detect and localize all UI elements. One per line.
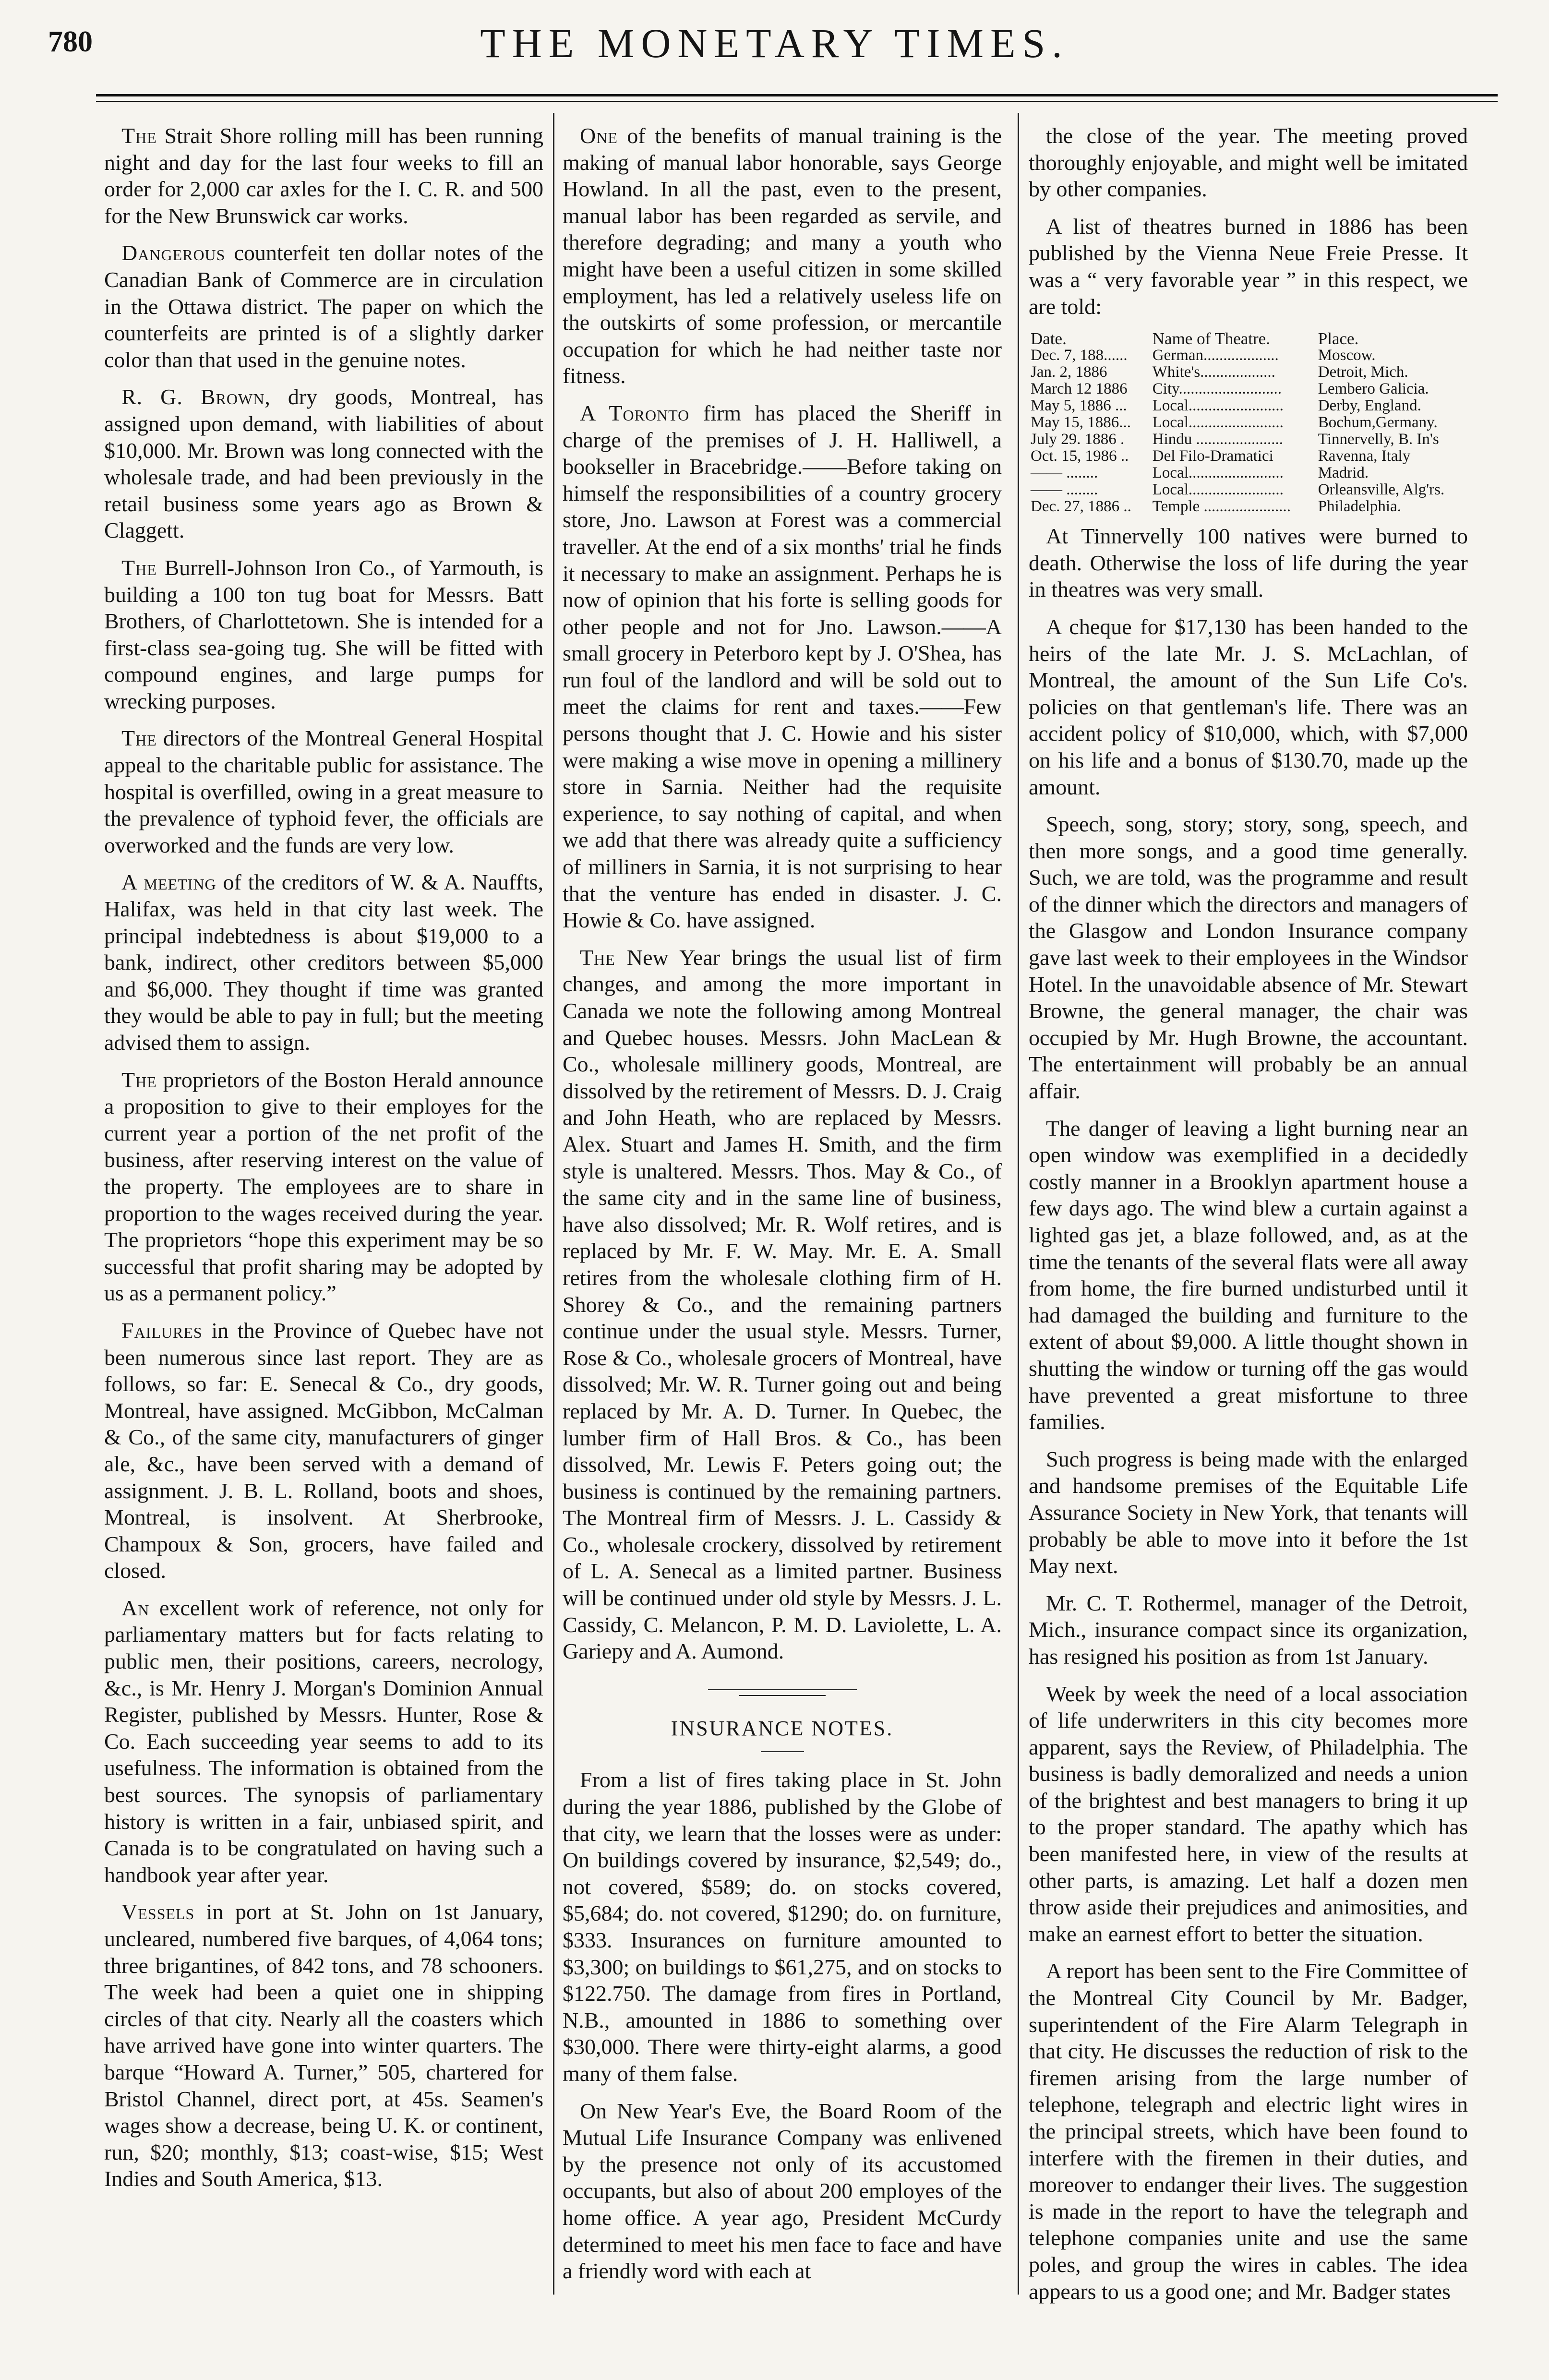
paragraph-lead: A meeting — [121, 870, 216, 895]
article-paragraph — [104, 725, 543, 858]
table-cell: Detroit, Mich. — [1318, 363, 1408, 381]
section-separator — [739, 1695, 826, 1696]
column-divider — [1018, 113, 1019, 2295]
table-cell: Lembero Galicia. — [1318, 380, 1429, 398]
table-cell: Local........................ — [1152, 464, 1284, 482]
paragraph-text: excellent work of reference, not only for parliamentary matters but for facts relating to public men, their positions, careers, necrology, &c., is Mr. Henry J. Morgan's Dominion Annual Register, published by Messrs. Hunter, Rose & Co. Each succeeding year seems to add to its usefulness. The information is obtained from the best sources. The synopsis of parliamentary history is written in a fair, unbiased spirit, and Canada is to be congratulated on having such a handbook year after year. — [104, 1595, 543, 1887]
paragraph-text: Speech, song, story; story, song, speech, and then more songs, and a good time generally. Such, we are told, was the programme and result of the dinner which the directors and managers of the Glasgow and London Insurance company gave last week to their employees in the Windsor Hotel. In the unavoidable absence of Mr. Stewart Browne, the general manager, the chair was occupied by Mr. Hugh Browne, the accountant. The entertainment will probably be an annual affair. — [1029, 812, 1468, 1104]
article-paragraph — [104, 869, 543, 1056]
table-cell: Philadelphia. — [1318, 498, 1401, 516]
paragraph-text: proprietors of the Boston Herald announce a proposition to give to their employes for the current year a portion of the net profit of the business, after reserving interest on the value of the property. The employees are to share in proportion to the wages received during the year. The proprietors “hope this experiment may be so successful that profit sharing may be adopted by us as a permanent policy.” — [104, 1067, 543, 1306]
table-cell: Orleansville, Alg'rs. — [1318, 481, 1445, 499]
table-header-row — [1029, 330, 1468, 347]
theatres-table — [1029, 330, 1468, 515]
heading-underline — [761, 1751, 804, 1752]
paragraph-text: of the benefits of manual training is the making of manual labor honorable, says George Howland. In all the past, even to the present, manual labor has been regarded as servile, and therefore degrading; and many a youth who might have been a useful citizen in some skilled employment, has led a relatively useless life on the outskirts of some profession, or mercantile occupation for which he had neither taste nor fitness. — [563, 123, 1002, 388]
paragraph-text: Strait Shore rolling mill has been running night and day for the last four weeks to fill an order for 2,000 car axles for the I. C. R. and 500 for the New Brunswick car works. — [104, 123, 543, 228]
article-paragraph — [1029, 811, 1468, 1105]
table-cell: May 5, 1886 ... — [1031, 397, 1127, 415]
table-cell: Madrid. — [1318, 464, 1369, 482]
table-cell: Local........................ — [1152, 414, 1284, 432]
article-paragraph — [104, 1317, 543, 1584]
table-cell: German................... — [1152, 347, 1279, 364]
table-row — [1029, 381, 1468, 397]
article-paragraph — [1029, 1115, 1468, 1435]
paragraph-lead: The — [121, 1067, 157, 1092]
column-2 — [563, 122, 1002, 2295]
table-cell: —— ........ — [1031, 481, 1098, 499]
table-cell: Dec. 7, 188...... — [1031, 347, 1128, 364]
paragraph-lead: The — [121, 123, 157, 148]
table-cell: Jan. 2, 1886 — [1031, 363, 1107, 381]
table-cell: Moscow. — [1318, 347, 1376, 364]
section-heading-insurance-notes: INSURANCE NOTES. — [671, 1716, 894, 1740]
section-separator — [708, 1689, 857, 1690]
paragraph-lead: Vessels — [121, 1899, 195, 1924]
paragraph-text: At Tinnervelly 100 natives were burned to death. Otherwise the loss of life during the year in theatres was very small. — [1029, 524, 1468, 602]
paragraph-text: in the Province of Quebec have not been numerous since last report. They are as follows, so far: E. Senecal & Co., dry goods, Montreal, have assigned. McGibbon, McCalman & Co., of the same city, manufacturers of ginger ale, &c., have been served with a demand of assignment. J. B. L. Rolland, boots and shoes, Montreal, is insolvent. At Sherbrooke, Champoux & Son, grocers, have failed and closed. — [104, 1318, 543, 1583]
masthead-title: THE MONETARY TIMES. — [480, 20, 1069, 66]
article-paragraph — [1029, 613, 1468, 800]
column-header-date: Date. — [1031, 329, 1067, 349]
paragraph-lead: Failures — [121, 1318, 203, 1343]
article-paragraph — [1029, 122, 1468, 203]
column-3 — [1029, 122, 1468, 2315]
paragraph-text: dry goods, Montreal, has assigned upon demand, with liabilities of about $10,000. Mr. Brown was long connected with the wholesale trade, and had been previously in the retail business some years ago as Brown & Claggett. — [104, 385, 543, 543]
paragraph-text: the close of the year. The meeting proved thoroughly enjoyable, and might well be imitated by other companies. — [1029, 123, 1468, 202]
table-cell: March 12 1886 — [1031, 380, 1128, 398]
column-divider — [553, 113, 554, 2295]
table-cell: May 15, 1886... — [1031, 414, 1131, 432]
article-paragraph — [563, 400, 1002, 934]
paragraph-text: Such progress is being made with the enlarged and handsome premises of the Equitable Life Assurance Society in New York, that tenants will probably be able to move into it before the 1st May next. — [1029, 1446, 1468, 1578]
table-row — [1029, 364, 1468, 381]
column-1 — [104, 122, 543, 2203]
column-header-place: Place. — [1318, 329, 1359, 349]
article-paragraph — [104, 240, 543, 373]
paragraph-text: counterfeit ten dollar notes of the Canadian Bank of Commerce are in circulation in the Ottawa district. The paper on which the counterfeits are printed is of a slightly darker color than that used in the genuine notes. — [104, 240, 543, 372]
article-paragraph — [1029, 213, 1468, 320]
table-cell: Local........................ — [1152, 481, 1284, 499]
article-paragraph — [563, 122, 1002, 389]
article-paragraph — [104, 1067, 543, 1307]
table-cell: —— ........ — [1031, 464, 1098, 482]
table-cell: Del Filo-Dramatici — [1152, 447, 1273, 465]
paragraph-lead: The — [580, 945, 615, 970]
header-rule — [96, 94, 1498, 96]
paragraph-lead: R. G. Brown, — [121, 385, 271, 409]
table-cell: Ravenna, Italy — [1318, 447, 1411, 465]
table-cell: City.......................... — [1152, 380, 1282, 398]
paragraph-text: On New Year's Eve, the Board Room of the Mutual Life Insurance Company was enlivened by the presence not only of its accustomed occupants, but also of about 200 employes of the home office. A year ago, President McCurdy determined to meet his men face to face and have a friendly word with each at — [563, 2098, 1002, 2284]
paragraph-text: A report has been sent to the Fire Committee of the Montreal City Council by Mr. Badger, superintendent of the Fire Alarm Telegraph in that city. He discusses the reduction of risk to the firemen arising from the large number of telephone, telegraph and electric light wires in the principal streets, which have been found to interfere with the firemen in their duties, and moreover to endanger their lives. The suggestion is made in the report to have the telegraph and telephone companies unite and use the same poles, and group the wires in cables. The idea appears to us a good one; and Mr. Badger states — [1029, 1959, 1468, 2304]
article-paragraph — [563, 1767, 1002, 2087]
table-row — [1029, 347, 1468, 364]
paragraph-lead: Dangerous — [121, 240, 226, 265]
paragraph-lead: The — [121, 726, 157, 751]
table-cell: Dec. 27, 1886 .. — [1031, 498, 1131, 516]
table-cell: Hindu ...................... — [1152, 431, 1284, 448]
table-cell: Local........................ — [1152, 397, 1284, 415]
article-paragraph — [1029, 523, 1468, 603]
article-paragraph — [104, 554, 543, 715]
article-paragraph — [563, 944, 1002, 1665]
article-paragraph — [104, 384, 543, 544]
paragraph-text: From a list of fires taking place in St. John during the year 1886, published by the Globe of that city, we learn that the losses were as under: On buildings covered by insurance, $2,549; do., not covered, $589; do. on stocks covered, $5,684; do. not covered, $1290; do. on furniture, $333. Insurances on furniture amounted to $3,300; on buildings to $61,275, and on stocks to $122.750. The damage from fires in Portland, N.B., amounted in 1886 to something over $30,000. There were thirty-eight alarms, a good many of them false. — [563, 1767, 1002, 2086]
paragraph-lead: The — [121, 555, 157, 580]
article-paragraph — [1029, 1958, 1468, 2305]
paragraph-text: A cheque for $17,130 has been handed to the heirs of the late Mr. J. S. McLachlan, of Montreal, the amount of the Sun Life Co's. policies on that gentleman's life. There was an accident policy of $10,000, which, with $7,000 on his life and a bonus of $130.70, made up the amount. — [1029, 614, 1468, 799]
article-paragraph — [563, 2098, 1002, 2284]
article-paragraph — [1029, 1681, 1468, 1947]
table-cell: July 29. 1886 . — [1031, 431, 1125, 448]
paragraph-lead: A Toronto — [580, 400, 690, 425]
paragraph-text: Burrell-Johnson Iron Co., of Yarmouth, is building a 100 ton tug boat for Messrs. Batt Brothers, of Charlottetown. She is intended for a first-class sea-going tug. She will be fitted with compound engines, and large pumps for wrecking purposes. — [104, 555, 543, 713]
table-row — [1029, 397, 1468, 414]
paragraph-text: New Year brings the usual list of firm changes, and among the more important in Canada we note the following among Montreal and Quebec houses. Messrs. John MacLean & Co., wholesale millinery goods, Montreal, are dissolved by the retirement of Messrs. D. J. Craig and John Heath, who are replaced by Messrs. Alex. Stuart and James H. Smith, and the firm style is unaltered. Messrs. Thos. May & Co., of the same city and in the same line of business, have also dissolved; Mr. R. Wolf retires, and is replaced by Mr. F. W. May. Mr. E. A. Small retires from the wholesale clothing firm of H. Shorey & Co., and the remaining partners continue under the usual style. Messrs. Turner, Rose & Co., wholesale grocers of Montreal, have dissolved; Mr. W. R. Turner going out and being replaced by Mr. A. D. Turner. In Quebec, the lumber firm of Hall Bros. & Co., has been dissolved, Mr. Lewis F. Peters going out; the business is continued by the remaining partners. The Montreal firm of Messrs. J. L. Cassidy & Co., wholesale crockery, dissolved by retirement of L. A. Senecal as a limited partner. Business will be continued under old style by Messrs. J. L. Cassidy, C. Melancon, P. M. D. Laviolette, L. A. Gariepy and A. Aumond. — [563, 945, 1002, 1664]
article-paragraph — [1029, 1446, 1468, 1579]
table-cell: Derby, England. — [1318, 397, 1421, 415]
table-row — [1029, 448, 1468, 465]
article-paragraph — [1029, 1590, 1468, 1670]
paragraph-text: of the creditors of W. & A. Nauffts, Halifax, was held in that city last week. The principal indebtedness is about $19,000 to a bank, indirect, other creditors between $5,000 and $6,000. They thought if time was granted they would be able to pay in full; but the meeting advised them to assign. — [104, 870, 544, 1055]
paragraph-text: The danger of leaving a light burning near an open window was exemplified in a decidedly costly manner in a Brooklyn apartment house a few days ago. The wind blew a curtain against a lighted gas jet, a blaze followed, and, as at the time the tenants of the several flats were all away from home, the fire burned undisturbed until it had damaged the building and furniture to the extent of about $9,000. A little thought shown in shutting the window or turning off the gas would have prevented a great misfortune to three families. — [1029, 1116, 1468, 1434]
article-paragraph — [104, 1899, 543, 2192]
paragraph-text: directors of the Montreal General Hospital appeal to the charitable public for assistance. The hospital is overfilled, owing in a great measure to the prevalence of typhoid fever, the officials are overworked and the funds are very low. — [104, 726, 543, 857]
table-row — [1029, 431, 1468, 448]
header-rule-thin — [96, 101, 1498, 102]
table-cell: Bochum,Germany. — [1318, 414, 1438, 432]
paragraph-text: Mr. C. T. Rothermel, manager of the Detroit, Mich., insurance compact since its organization, has resigned his position as from 1st January. — [1029, 1590, 1468, 1669]
table-row — [1029, 465, 1468, 481]
paragraph-text: Week by week the need of a local association of life underwriters in this city becomes more apparent, says the Review, of Philadelphia. The business is badly demoralized and needs a union of the brightest and best managers to bring it up to the proper standard. The apathy which has been manifested here, in view of the results at other parts, is amazing. Let half a dozen men throw aside their prejudices and animosities, and make an earnest effort to better the situation. — [1029, 1681, 1468, 1946]
page-number: 780 — [48, 25, 93, 58]
table-cell: Tinnervelly, B. In's — [1318, 431, 1439, 448]
paragraph-lead: An — [121, 1595, 150, 1620]
table-cell: Temple ...................... — [1152, 498, 1291, 516]
table-cell: Oct. 15, 1986 .. — [1031, 447, 1129, 465]
article-paragraph — [104, 1595, 543, 1888]
paragraph-lead: One — [580, 123, 618, 148]
paragraph-text: firm has placed the Sheriff in charge of the premises of J. H. Halliwell, a bookseller in Bracebridge.——Before taking on himself the responsibilities of a country grocery store, Jno. Lawson at Forest was a commercial traveller. At the end of a six months' trial he finds it necessary to make an assignment. Perhaps he is now of opinion that his forte is selling goods for other people and not for Jno. Lawson.——A small grocery in Peterboro kept by J. O'Shea, has run foul of the landlord and will be sold out to meet the claims for rent and taxes.——Few persons thought that J. C. Howie and his sister were making a wise move in opening a millinery store in Sarnia. Neither had the requisite experience, to say nothing of capital, and when we add that there was already quite a sufficiency of milliners in Sarnia, it is not surprising to hear that the venture has ended in disaster. J. C. Howie & Co. have assigned. — [563, 400, 1002, 933]
paragraph-text: in port at St. John on 1st January, uncleared, numbered five barques, of 4,064 tons; three brigantines, of 842 tons, and 78 schooners. The week had been a quiet one in shipping circles of that city. Nearly all the coasters which have arrived have gone into winter quarters. The barque “Howard A. Turner,” 505, chartered for Bristol Channel, direct port, at 45s. Seamen's wages show a decrease, being U. K. or continent, run, $20; monthly, $13; coast-wise, $15; West Indies and South America, $13. — [104, 1899, 543, 2191]
table-row — [1029, 414, 1468, 431]
column-header-theatre: Name of Theatre. — [1152, 329, 1270, 349]
table-cell: White's................... — [1152, 363, 1275, 381]
table-row — [1029, 498, 1468, 515]
table-row — [1029, 481, 1468, 498]
paragraph-text: A list of theatres burned in 1886 has been published by the Vienna Neue Freie Presse. It was a “ very favorable year ” in this respect, we are told: — [1029, 214, 1468, 319]
article-paragraph — [104, 122, 543, 229]
